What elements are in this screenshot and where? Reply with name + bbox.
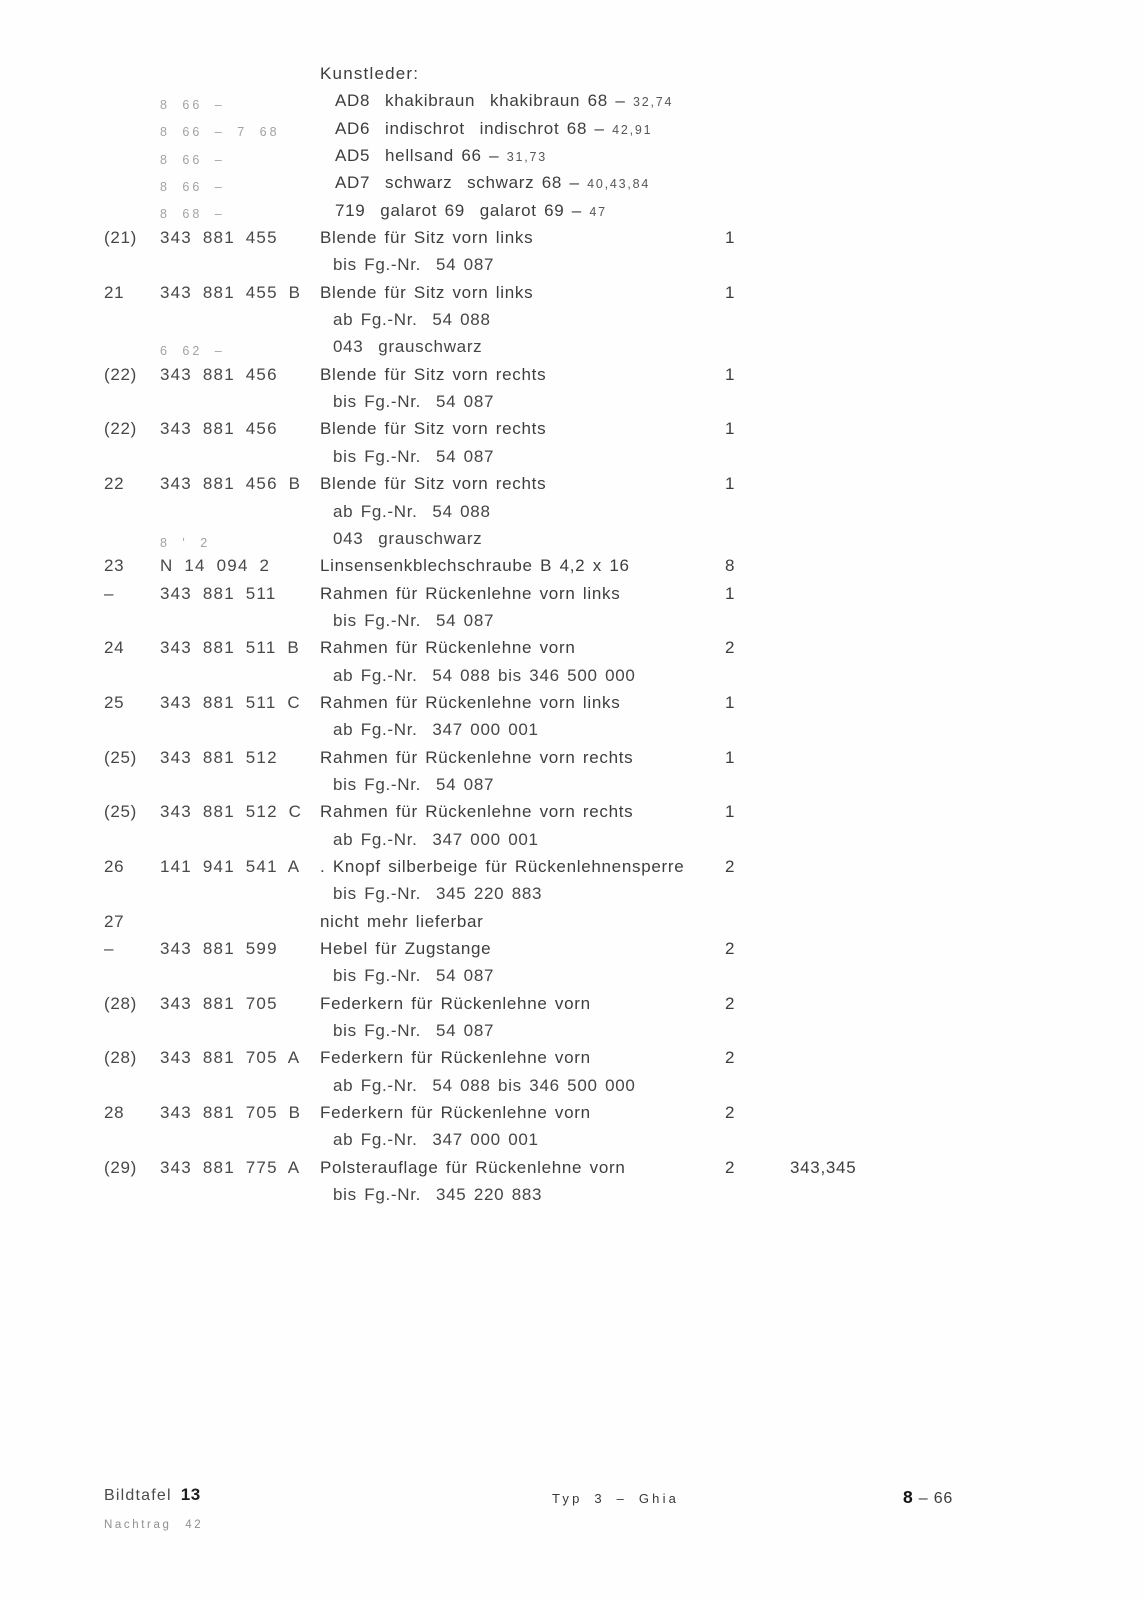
part-description [320,966,738,986]
part-number: 343 881 455 B [160,282,302,302]
part-number: 343 881 705 [160,993,278,1013]
part-description [320,91,740,111]
table-row [0,173,1143,200]
part-description [320,173,740,193]
item-number: 26 [104,856,125,876]
part-description [320,119,740,139]
description-text: ab Fg.-Nr. 347 000 001 [333,1130,539,1150]
page-number-year: – 66 [913,1490,954,1507]
description-text: Blende für Sitz vorn rechts [320,419,547,439]
part-number: 141 941 541 A [160,856,301,876]
table-row [0,255,1143,282]
part-description [320,857,725,877]
quantity: 2 [725,856,736,876]
part-description [320,502,738,522]
description-text: Blende für Sitz vorn rechts [320,364,547,384]
table-row [0,502,1143,529]
quantity: 2 [725,1048,736,1068]
item-number: (25) [104,802,138,822]
part-description [320,830,738,850]
description-text: AD6 indischrot indischrot 68 – [335,118,613,138]
table-row [0,802,1143,829]
table-row [0,556,1143,583]
price-code-small: 40,43,84 [587,177,651,192]
table-row [0,474,1143,501]
item-number: (22) [104,419,138,439]
description-text: bis Fg.-Nr. 54 087 [333,255,495,275]
part-description [320,693,725,713]
quantity: 1 [725,474,736,494]
table-row [0,119,1143,146]
description-text: Linsensenkblechschraube B 4,2 x 16 [320,556,630,576]
part-number: 8 66 – [160,180,225,195]
description-text: AD8 khakibraun khakibraun 68 – [335,91,633,111]
item-number: (28) [104,1048,138,1068]
part-description [320,337,738,357]
table-row [0,1048,1143,1075]
table-row [0,638,1143,665]
part-description [320,939,725,959]
table-row [0,1103,1143,1130]
table-row [0,748,1143,775]
page-number [903,1487,953,1508]
price-code-small: 32,74 [632,95,674,110]
description-text: Rahmen für Rückenlehne vorn [320,638,576,658]
table-row [0,994,1143,1021]
table-row [0,666,1143,693]
item-number: 21 [104,282,125,302]
part-number: 343 881 511 C [160,692,301,712]
part-description [320,638,725,658]
description-text: AD7 schwarz schwarz 68 – [335,173,588,193]
part-description [320,802,725,822]
page-number-month: 8 [903,1487,914,1507]
item-number: 25 [104,692,125,712]
quantity: 2 [725,638,736,658]
part-number: 6 62 – [160,344,225,359]
part-description [320,1158,725,1178]
description-text: bis Fg.-Nr. 54 087 [333,1021,495,1041]
part-number: 343 881 511 [160,583,277,603]
quantity: 1 [725,364,736,384]
table-row [0,529,1143,556]
table-row [0,337,1143,364]
model-codes: 343,345 [790,1157,857,1177]
table-row [0,830,1143,857]
part-description [320,611,738,631]
quantity: 1 [725,692,736,712]
description-text: . Knopf silberbeige für Rückenlehnensperre [320,856,685,876]
price-code-small: 47 [589,204,607,219]
quantity: 2 [725,1157,736,1177]
table-row [0,720,1143,747]
part-description [320,1048,725,1068]
description-text: Hebel für Zugstange [320,939,492,958]
table-row [0,91,1143,118]
table-row [0,228,1143,255]
description-text: ab Fg.-Nr. 54 088 [333,501,491,521]
table-row [0,775,1143,802]
plate-reference [104,1485,201,1505]
part-description [320,228,725,248]
item-number: (21) [104,228,138,248]
part-description [320,447,738,467]
quantity: 1 [725,419,736,439]
table-row [0,912,1143,939]
part-description [320,201,740,221]
part-description [320,392,738,412]
description-text: Polsterauflage für Rückenlehne vorn [320,1157,626,1177]
part-number: 8 68 – [160,207,225,222]
table-row [0,693,1143,720]
description-text: ab Fg.-Nr. 54 088 bis 346 500 000 [333,1075,636,1095]
description-text: Rahmen für Rückenlehne vorn rechts [320,802,634,822]
quantity: 2 [725,993,736,1013]
table-row [0,447,1143,474]
item-number: 28 [104,1103,125,1123]
part-number: 343 881 456 [160,419,278,439]
quantity: 1 [725,282,736,302]
quantity: 1 [725,228,736,248]
item-number: 23 [104,556,125,576]
part-number: N 14 094 2 [160,556,271,576]
table-row [0,392,1143,419]
description-text: bis Fg.-Nr. 345 220 883 [333,884,543,904]
item-number: 27 [104,911,125,931]
table-row [0,584,1143,611]
table-row [0,939,1143,966]
part-number: 343 881 511 B [160,638,300,658]
part-number: 343 881 512 C [160,802,303,822]
item-number: 22 [104,474,125,494]
item-number: – [104,939,115,958]
item-number: (29) [104,1157,138,1177]
part-number: 343 881 705 A [160,1048,301,1068]
quantity: 1 [725,747,736,767]
table-row [0,1185,1143,1212]
table-row [0,64,1143,91]
part-number: 8 66 – 7 68 [160,125,280,140]
part-number: 343 881 455 [160,228,278,248]
item-number: – [104,583,115,603]
description-text: bis Fg.-Nr. 345 220 883 [333,1185,543,1205]
part-description [320,912,725,932]
item-number: (25) [104,747,138,767]
part-description [320,419,725,439]
part-description [320,529,738,549]
part-description [320,884,738,904]
part-description [320,720,738,740]
part-description [320,146,740,166]
table-row [0,884,1143,911]
description-text: ab Fg.-Nr. 347 000 001 [333,720,539,740]
part-description [320,1021,738,1041]
part-description [320,1185,738,1205]
part-description [320,584,725,604]
part-description [320,283,725,303]
part-description [320,994,725,1014]
part-number: 343 881 705 B [160,1103,302,1123]
table-row [0,1158,1143,1185]
price-code-small: 42,91 [612,122,653,137]
description-text: Blende für Sitz vorn rechts [320,474,547,494]
table-row [0,1130,1143,1157]
table-row [0,365,1143,392]
description-text: 719 galarot 69 galarot 69 – [335,200,590,220]
quantity: 2 [725,939,736,958]
plate-number: 13 [180,1485,201,1504]
quantity: 1 [725,802,736,822]
model-title: Typ 3 – Ghia [552,1491,680,1506]
item-number: 24 [104,638,125,658]
description-text: Blende für Sitz vorn links [320,228,534,248]
description-text: Federkern für Rückenlehne vorn [320,1048,591,1068]
table-row [0,1021,1143,1048]
supplement-note: Nachtrag 42 [104,1519,204,1531]
parts-table [0,64,1143,1212]
part-description [320,474,725,494]
item-number: (22) [104,364,138,384]
item-number: (28) [104,993,138,1013]
description-text: bis Fg.-Nr. 54 087 [333,966,495,986]
part-description [320,255,738,275]
part-description [320,1076,738,1096]
price-code-small: 31,73 [506,150,547,165]
part-number: 343 881 512 [160,747,278,767]
part-number: 343 881 456 B [160,474,302,494]
description-text: Rahmen für Rückenlehne vorn links [320,583,621,603]
description-text: Rahmen für Rückenlehne vorn rechts [320,747,634,767]
table-row [0,310,1143,337]
description-text: ab Fg.-Nr. 347 000 001 [333,829,539,849]
table-row [0,201,1143,228]
description-text: bis Fg.-Nr. 54 087 [333,446,495,466]
part-description [320,775,738,795]
part-number: 8 66 – [160,152,225,167]
description-text: ab Fg.-Nr. 54 088 [333,310,491,330]
description-text: 043 grauschwarz [333,528,483,548]
part-number: 343 881 456 [160,364,278,384]
part-description [320,310,738,330]
table-row [0,419,1143,446]
table-row [0,146,1143,173]
part-number: 343 881 599 [160,939,278,958]
description-text: 043 grauschwarz [333,337,483,357]
description-text: nicht mehr lieferbar [320,911,484,931]
description-text: bis Fg.-Nr. 54 087 [333,392,495,412]
part-number: 8 66 – [160,98,225,113]
quantity: 8 [725,556,736,576]
table-row [0,611,1143,638]
part-description [320,556,725,576]
description-text: bis Fg.-Nr. 54 087 [333,610,495,630]
part-number: 8 ' 2 [160,535,211,550]
table-row [0,1076,1143,1103]
table-row [0,857,1143,884]
description-text: Blende für Sitz vorn links [320,282,534,302]
description-text: Rahmen für Rückenlehne vorn links [320,692,621,712]
part-number: 343 881 775 A [160,1157,301,1177]
part-description [320,1103,725,1123]
description-text: Federkern für Rückenlehne vorn [320,1103,591,1123]
plate-label: Bildtafel [104,1487,172,1504]
part-description [320,666,738,686]
quantity: 1 [725,583,736,603]
description-text: Federkern für Rückenlehne vorn [320,993,591,1013]
description-text: Kunstleder: [320,64,420,83]
table-row [0,966,1143,993]
part-description [320,748,725,768]
description-text: bis Fg.-Nr. 54 087 [333,774,495,794]
quantity: 2 [725,1103,736,1123]
part-description [320,365,725,385]
part-description [320,1130,738,1150]
part-description [320,64,725,84]
description-text: ab Fg.-Nr. 54 088 bis 346 500 000 [333,665,636,685]
description-text: AD5 hellsand 66 – [335,146,507,166]
table-row [0,283,1143,310]
